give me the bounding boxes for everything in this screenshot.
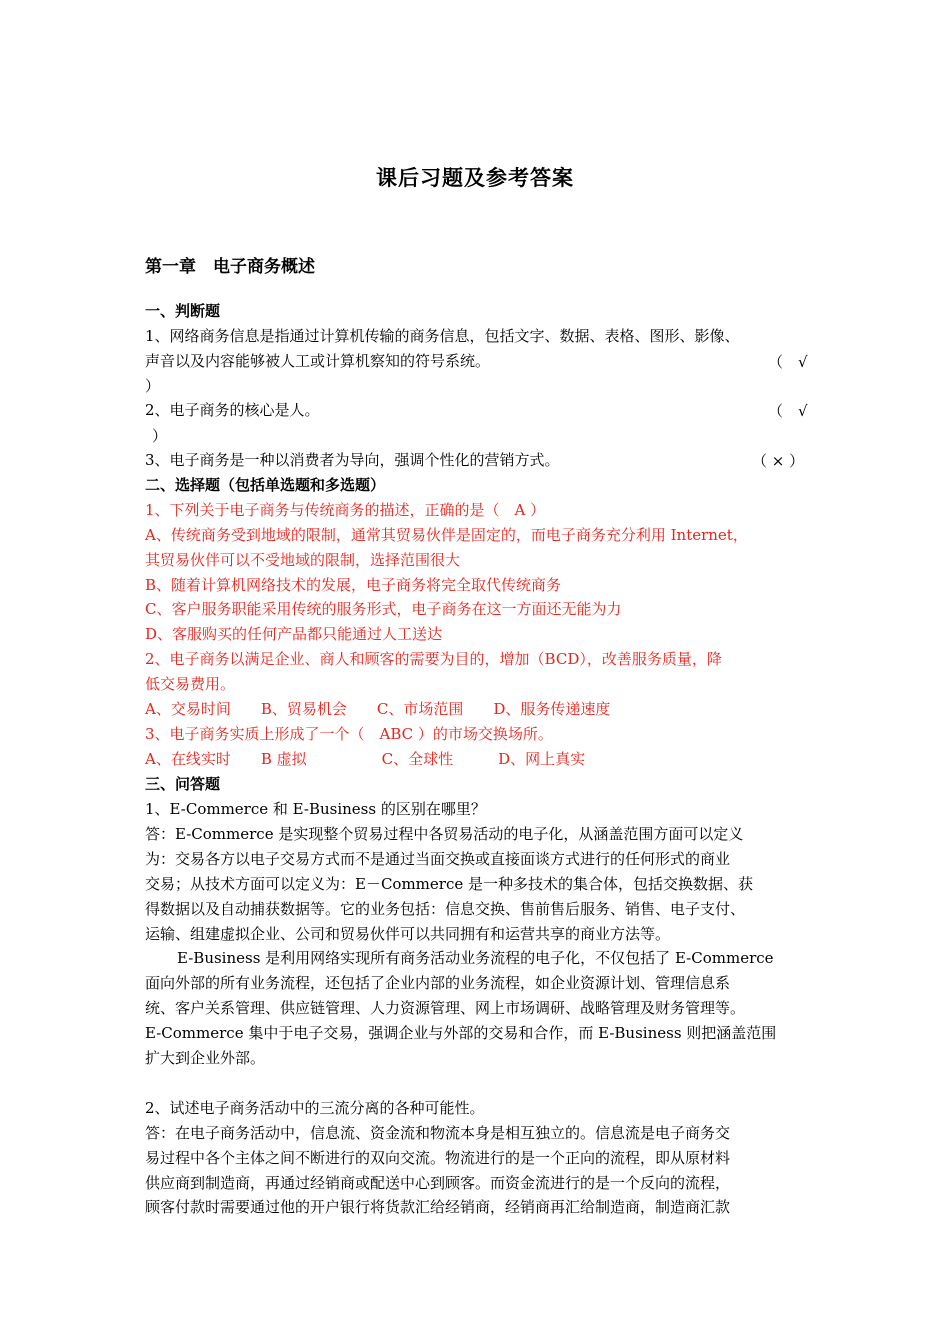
- mc-q1-option-a-line-1: A、传统商务受到地域的限制，通常其贸易伙伴是固定的，而电子商务充分利用 Internet，: [145, 526, 748, 544]
- qa-answer-2-line: 供应商到制造商，再通过经销商或配送中心到顾客。而资金流进行的是一个反向的流程，: [145, 1174, 731, 1192]
- tf-question-1-line-1: 1、网络商务信息是指通过计算机传输的商务信息，包括文字、数据、表格、图形、影像、: [145, 327, 740, 345]
- tf-answer-2-close: ）: [152, 427, 168, 445]
- qa-answer-1-line: 面向外部的所有业务流程，还包括了企业内部的业务流程，如企业资源计划、管理信息系: [145, 974, 731, 992]
- tf-answer-3: （ × ）: [752, 452, 805, 470]
- qa-answer-1-line: E-Commerce 集中于电子交易，强调企业与外部的交易和合作，而 E-Business 则把涵盖范围: [145, 1024, 777, 1042]
- tf-question-1-line-2: 声音以及内容能够被人工或计算机察知的符号系统。: [145, 352, 491, 370]
- mc-q1-option-c: C、客户服务职能采用传统的服务形式，电子商务在这一方面还无能为力: [145, 600, 622, 618]
- qa-answer-1-line: 为：交易各方以电子交易方式而不是通过当面交换或直接面谈方式进行的任何形式的商业: [145, 850, 731, 868]
- qa-answer-1-line: 得数据以及自动捕获数据等。它的业务包括：信息交换、售前售后服务、销售、电子支付、: [145, 900, 746, 918]
- qa-answer-1-line: 答：E-Commerce 是实现整个贸易过程中各贸易活动的电子化，从涵盖范围方面可以定义: [145, 825, 744, 843]
- qa-question-2: 2、试述电子商务活动中的三流分离的各种可能性。: [145, 1099, 485, 1117]
- qa-answer-1-paragraph-2-first: E-Business 是利用网络实现所有商务活动业务流程的电子化，不仅包括了 E-Commerce: [177, 949, 774, 967]
- qa-answer-2-line: 顾客付款时需要通过他的开户银行将货款汇给经销商，经销商再汇给制造商，制造商汇款: [145, 1198, 731, 1216]
- qa-answer-1-line: 统、客户关系管理、供应链管理、人力资源管理、网上市场调研、战略管理及财务管理等。: [145, 999, 746, 1017]
- tf-question-3: 3、电子商务是一种以消费者为导向，强调个性化的营销方式。: [145, 451, 560, 469]
- mc-q1-option-d: D、客服购买的任何产品都只能通过人工送达: [145, 625, 443, 643]
- tf-answer-1-close: ）: [145, 377, 161, 395]
- qa-answer-1-line: 扩大到企业外部。: [145, 1049, 266, 1067]
- page-title: 课后习题及参考答案: [376, 165, 574, 190]
- mc-q2-options: A、交易时间 B、贸易机会 C、市场范围 D、服务传递速度: [145, 700, 611, 718]
- mc-question-3: 3、电子商务实质上形成了一个（ ABC ）的市场交换场所。: [145, 725, 553, 743]
- section-heading-true-false: 一、判断题: [145, 302, 221, 320]
- mc-question-2-line-2: 低交易费用。: [145, 675, 236, 693]
- section-heading-qa: 三、问答题: [145, 775, 221, 793]
- mc-q1-option-b: B、随着计算机网络技术的发展，电子商务将完全取代传统商务: [145, 576, 562, 594]
- qa-answer-2-line: 易过程中各个主体之间不断进行的双向交流。物流进行的是一个正向的流程，即从原材料: [145, 1149, 731, 1167]
- qa-answer-2-line: 答：在电子商务活动中，信息流、资金流和物流本身是相互独立的。信息流是电子商务交: [145, 1124, 731, 1142]
- mc-q3-options: A、在线实时 B 虚拟 C、全球性 D、网上真实: [145, 750, 586, 768]
- tf-question-2: 2、电子商务的核心是人。: [145, 401, 320, 419]
- qa-answer-1-line: 运输、组建虚拟企业、公司和贸易伙伴可以共同拥有和运营共享的商业方法等。: [145, 925, 671, 943]
- mc-question-2-line-1: 2、电子商务以满足企业、商人和顾客的需要为目的，增加（BCD），改善服务质量，降: [145, 650, 722, 668]
- tf-answer-1: （ √: [768, 353, 808, 371]
- section-heading-choice: 二、选择题（包括单选题和多选题）: [145, 476, 386, 494]
- tf-answer-2: （ √: [768, 402, 808, 420]
- chapter-heading: 第一章 电子商务概述: [145, 257, 315, 277]
- qa-question-1: 1、E-Commerce 和 E-Business 的区别在哪里？: [145, 800, 486, 818]
- qa-answer-1-line: 交易；从技术方面可以定义为：E－Commerce 是一种多技术的集合体，包括交换数据、获: [145, 875, 754, 893]
- mc-question-1: 1、下列关于电子商务与传统商务的描述，正确的是（ A ）: [145, 501, 546, 519]
- mc-q1-option-a-line-2: 其贸易伙伴可以不受地域的限制，选择范围很大: [145, 551, 461, 569]
